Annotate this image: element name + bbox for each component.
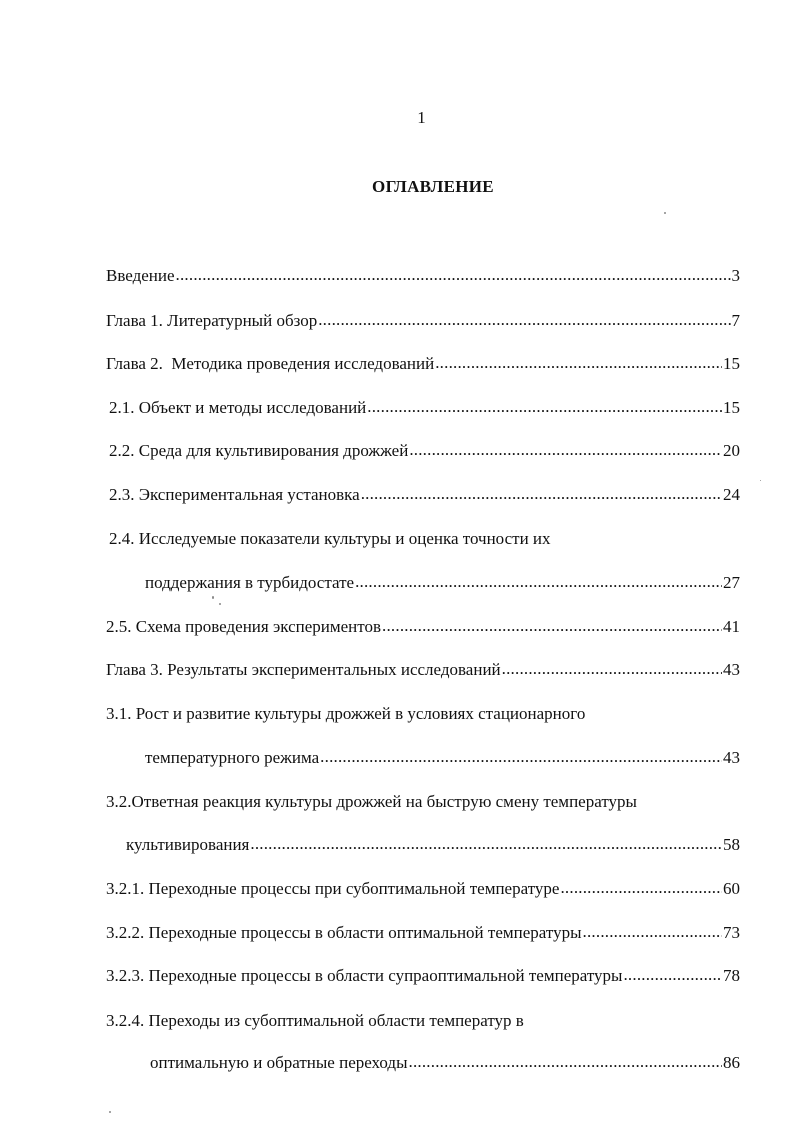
toc-entry-chapter-1[interactable] [106, 310, 740, 332]
toc-leader-dots [560, 877, 722, 899]
toc-entry-text: Глава 3. Результаты экспериментальных исследований [106, 660, 501, 679]
scan-speck [219, 603, 221, 605]
toc-entry-text-line-1: 2.4. Исследуемые показатели культуры и оценка точности их [109, 529, 551, 548]
toc-entry-text: 2.1. Объект и методы исследований [109, 398, 367, 417]
scan-speck [109, 1111, 111, 1113]
toc-entry-text-line-2: температурного режима [145, 748, 320, 767]
toc-leader-dots [367, 396, 722, 418]
toc-entry-page: 3 [731, 266, 740, 285]
toc-entry-text: 3.2.2. Переходные процессы в области оптимальной температуры [106, 923, 582, 942]
toc-entry-text-line-2: оптимальную и обратные переходы [150, 1053, 408, 1072]
toc-leader-dots [318, 309, 730, 331]
toc-entry-text: 3.2.3. Переходные процессы в области супраоптимальной температуры [106, 966, 623, 985]
toc-entry-introduction[interactable] [106, 265, 740, 287]
toc-entry-page: 41 [723, 617, 740, 636]
toc-entry-continuation [150, 1052, 740, 1074]
toc-entry-page: 7 [731, 311, 740, 330]
toc-entry-page: 43 [723, 748, 740, 767]
toc-entry-text-line-1: 3.1. Рост и развитие культуры дрожжей в условиях стационарного [106, 704, 586, 723]
toc-entry-text: 2.5. Схема проведения экспериментов [106, 617, 382, 636]
toc-entry-3-2-2[interactable] [106, 922, 740, 944]
scan-speck [212, 596, 214, 599]
toc-leader-dots [320, 746, 722, 768]
toc-leader-dots [361, 483, 722, 505]
toc-entry-page: 86 [723, 1053, 740, 1072]
toc-leader-dots [583, 921, 722, 943]
toc-entry-page: 27 [723, 573, 740, 592]
toc-entry-2-2[interactable] [109, 440, 740, 462]
toc-entry-page: 73 [723, 923, 740, 942]
toc-entry-text: 2.2. Среда для культивирования дрожжей [109, 441, 409, 460]
toc-entry-text-line-1: 3.2.Ответная реакция культуры дрожжей на быструю смену температуры [106, 792, 637, 811]
toc-leader-dots [409, 439, 722, 461]
toc-leader-dots [250, 833, 722, 855]
toc-entry-page: 60 [723, 879, 740, 898]
scan-speck [664, 212, 666, 214]
toc-entry-chapter-2[interactable] [106, 353, 740, 375]
toc-leader-dots [355, 571, 722, 593]
toc-entry-page: 20 [723, 441, 740, 460]
toc-leader-dots [409, 1051, 723, 1073]
toc-entry-page: 43 [723, 660, 740, 679]
toc-entry-text-line-2: поддержания в турбидостате [145, 573, 355, 592]
toc-entry-3-2-1[interactable] [106, 878, 740, 900]
toc-entry-page: 58 [723, 835, 740, 854]
toc-entry-text: Глава 2. Методика проведения исследований [106, 354, 435, 373]
toc-entry-text: Глава 1. Литературный обзор [106, 311, 318, 330]
page-number: 1 [417, 108, 426, 127]
toc-leader-dots [435, 352, 722, 374]
toc-leader-dots [502, 658, 722, 680]
toc-entry-page: 15 [723, 398, 740, 417]
toc-entry-continuation [126, 834, 740, 856]
toc-entry-chapter-3[interactable] [106, 659, 740, 681]
toc-leader-dots [623, 964, 722, 986]
toc-entry-3-2-3[interactable] [106, 965, 740, 987]
toc-entry-text-line-1: 3.2.4. Переходы из субоптимальной области температур в [106, 1011, 524, 1030]
toc-entry-2-5[interactable] [106, 616, 740, 638]
toc-title: ОГЛАВЛЕНИЕ [372, 177, 494, 196]
toc-entry-page: 24 [723, 485, 740, 504]
toc-entry-page: 78 [723, 966, 740, 985]
toc-entry-text-line-2: культивирования [126, 835, 250, 854]
toc-entry-page: 15 [723, 354, 740, 373]
toc-leader-dots [382, 615, 722, 637]
toc-leader-dots [176, 264, 731, 286]
toc-entry-continuation [145, 747, 740, 769]
toc-entry-text: 2.3. Экспериментальная установка [109, 485, 360, 504]
toc-entry-2-1[interactable] [109, 397, 740, 419]
toc-entry-text: Введение [106, 266, 175, 285]
toc-entry-continuation [145, 572, 740, 594]
toc-entry-text: 3.2.1. Переходные процессы при субоптимальной температуре [106, 879, 560, 898]
scan-speck [760, 480, 761, 481]
toc-entry-2-3[interactable] [109, 484, 740, 506]
